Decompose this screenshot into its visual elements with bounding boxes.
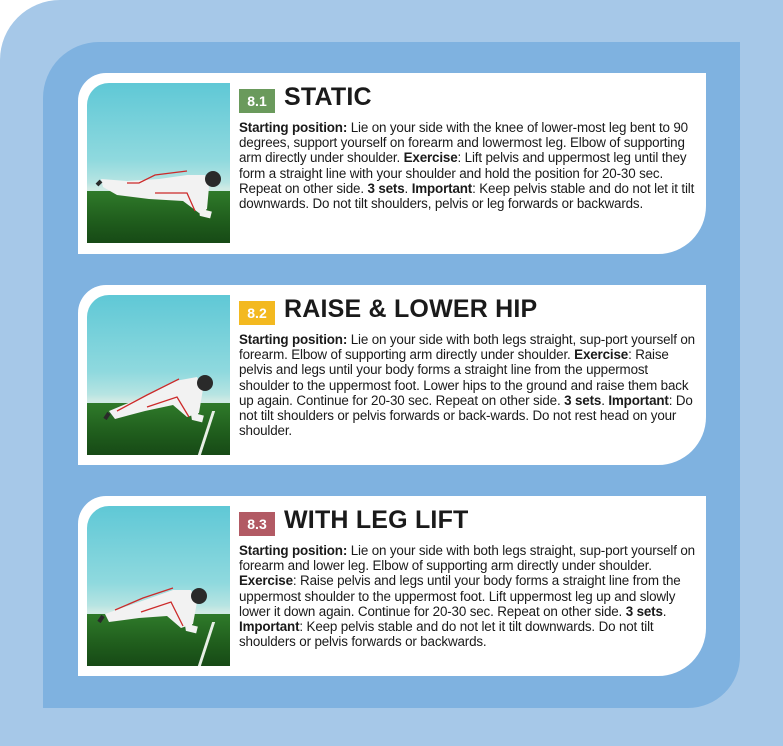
starting-position-text: Lie on your side with the knee of lower-most leg bent to 90 degrees, support yourself on forearm and lowermost leg. Elbow of supporting arm directly under shoulder. bbox=[239, 120, 688, 166]
starting-position-text: Lie on your side with both legs straight, sup-port yourself on forearm. Elbow of supporting arm directly under shoulder. bbox=[239, 332, 695, 363]
exercise-card-8-1 bbox=[78, 73, 706, 254]
exercise-description bbox=[239, 543, 701, 649]
sets-label: 3 sets bbox=[564, 392, 602, 408]
exercise-number-badge: 8.2 bbox=[239, 301, 275, 325]
side-plank-photo bbox=[87, 295, 230, 455]
exercise-title: WITH LEG LIFT bbox=[284, 506, 469, 534]
sets-separator: . bbox=[404, 180, 412, 196]
starting-position-text: Lie on your side with both legs straight, sup-port yourself on forearm and lower leg. Elbow of supporting arm directly under shoulder. bbox=[239, 543, 695, 574]
exercise-description bbox=[239, 332, 701, 438]
exercise-number-badge: 8.1 bbox=[239, 89, 275, 113]
sets-label: 3 sets bbox=[625, 603, 663, 619]
athlete-figure bbox=[87, 506, 230, 666]
important-label: Important bbox=[608, 392, 669, 408]
exercise-number-badge: 8.3 bbox=[239, 512, 275, 536]
important-text: : Keep pelvis stable and do not let it tilt downwards. Do not tilt shoulders or pelvis forwards or backwards. bbox=[239, 619, 654, 650]
exercise-label: Exercise bbox=[574, 347, 629, 363]
exercise-card-8-2 bbox=[78, 285, 706, 465]
important-label: Important bbox=[411, 180, 473, 196]
exercise-text: : Lift pelvis and uppermost leg until they form a straight line with your shoulder and hold the position for 20-30 sec. Repeat on other side. bbox=[239, 150, 687, 196]
starting-position-label: Starting position: bbox=[239, 543, 348, 558]
side-plank-photo bbox=[87, 83, 230, 243]
athlete-figure bbox=[87, 295, 230, 455]
sets-separator: . bbox=[662, 603, 667, 619]
exercise-title: RAISE & LOWER HIP bbox=[284, 295, 538, 323]
exercise-card-8-3 bbox=[78, 496, 706, 676]
sets-separator: . bbox=[601, 392, 609, 408]
exercise-title: STATIC bbox=[284, 83, 372, 111]
exercise-text: : Raise pelvis and legs until your body forms a straight line from the uppermost shoulder to the uppermost foot. Lower hips to the ground and raise them back up again. Continue for 20-30 sec. Repeat on other side. bbox=[239, 347, 689, 408]
exercise-label: Exercise bbox=[403, 150, 458, 166]
exercise-label: Exercise bbox=[239, 573, 293, 589]
starting-position-label: Starting position: bbox=[239, 332, 348, 347]
sets-label: 3 sets bbox=[367, 180, 405, 196]
important-text: : Do not tilt shoulders or pelvis forwards or back-wards. Do not rest head on your shoulder. bbox=[239, 392, 693, 439]
exercise-description bbox=[239, 120, 701, 211]
important-label: Important bbox=[239, 619, 300, 635]
side-plank-leg-lift-photo bbox=[87, 506, 230, 666]
important-text: : Keep pelvis stable and do not let it tilt downwards. Do not tilt shoulders, pelvis or leg forwards or backwards. bbox=[239, 180, 695, 212]
starting-position-label: Starting position: bbox=[239, 120, 348, 135]
exercise-text: : Raise pelvis and legs until your body forms a straight line from the uppermost shoulder to the uppermost foot. Lift uppermost leg up and slowly lower it down again. Continue for 20-30 sec. Repeat on other side. bbox=[239, 573, 681, 619]
athlete-figure bbox=[87, 83, 230, 243]
